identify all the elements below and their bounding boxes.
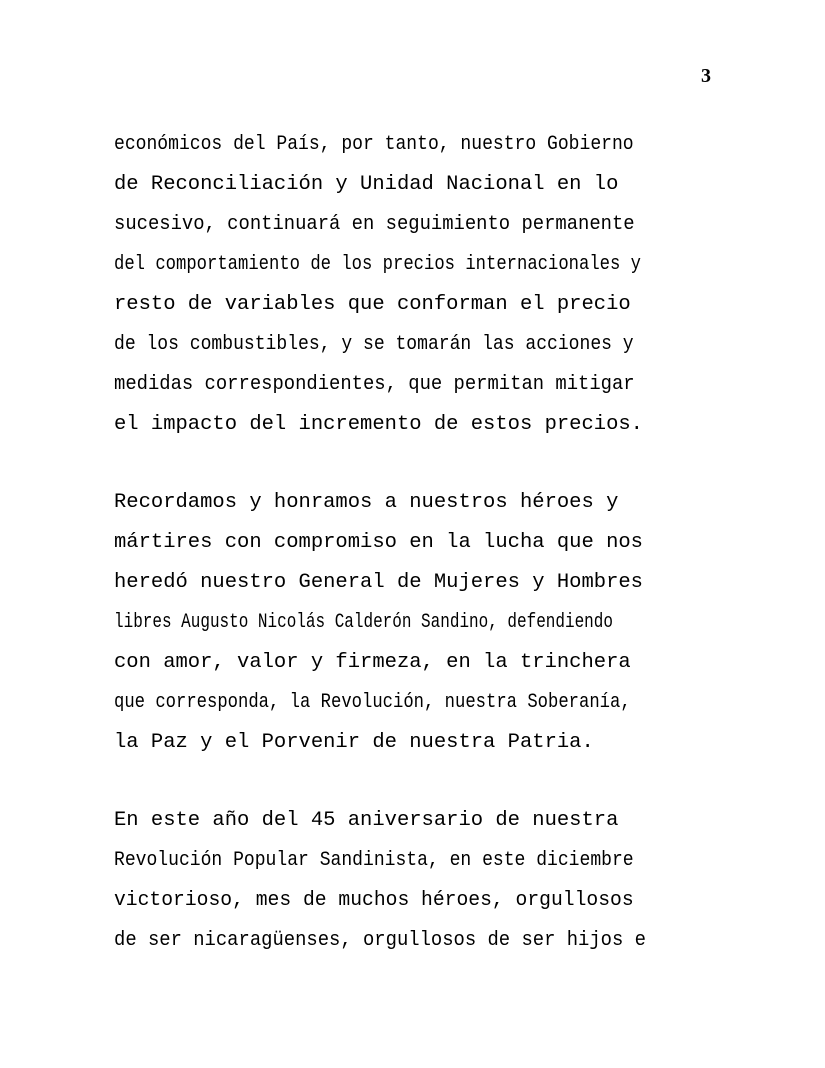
text-line: mártires con compromiso en la lucha que nos (114, 531, 643, 554)
text-line: la Paz y el Porvenir de nuestra Patria. (114, 731, 594, 754)
text-line: victorioso, mes de muchos héroes, orgullosos (114, 889, 634, 912)
paragraph-2 (114, 483, 712, 763)
text-line: el impacto del incremento de estos precios. (114, 413, 643, 436)
text-line: libres Augusto Nicolás Calderón Sandino, defendiendo (114, 611, 613, 634)
text-line: de Reconciliación y Unidad Nacional en lo (114, 173, 619, 196)
text-line: Recordamos y honramos a nuestros héroes y (114, 491, 619, 514)
paragraph-3 (114, 801, 712, 961)
document-body (114, 125, 712, 961)
page-number: 3 (701, 65, 711, 87)
text-line: medidas correspondientes, que permitan mitigar (114, 373, 635, 396)
text-line: de ser nicaragüenses, orgullosos de ser hijos e (114, 929, 646, 952)
text-line: heredó nuestro General de Mujeres y Hombres (114, 571, 643, 594)
text-line: del comportamiento de los precios internacionales y (114, 253, 642, 276)
text-line: Revolución Popular Sandinista, en este diciembre (114, 849, 634, 872)
text-line: sucesivo, continuará en seguimiento permanente (114, 213, 635, 236)
text-line: resto de variables que conforman el precio (114, 293, 631, 316)
text-line: En este año del 45 aniversario de nuestra (114, 809, 619, 832)
text-line: que corresponda, la Revolución, nuestra Soberanía, (114, 691, 631, 714)
text-line: de los combustibles, y se tomarán las acciones y (114, 333, 634, 356)
text-line: económicos del País, por tanto, nuestro Gobierno (114, 133, 634, 156)
paragraph-1 (114, 125, 712, 445)
text-line: con amor, valor y firmeza, en la trinchera (114, 651, 631, 674)
